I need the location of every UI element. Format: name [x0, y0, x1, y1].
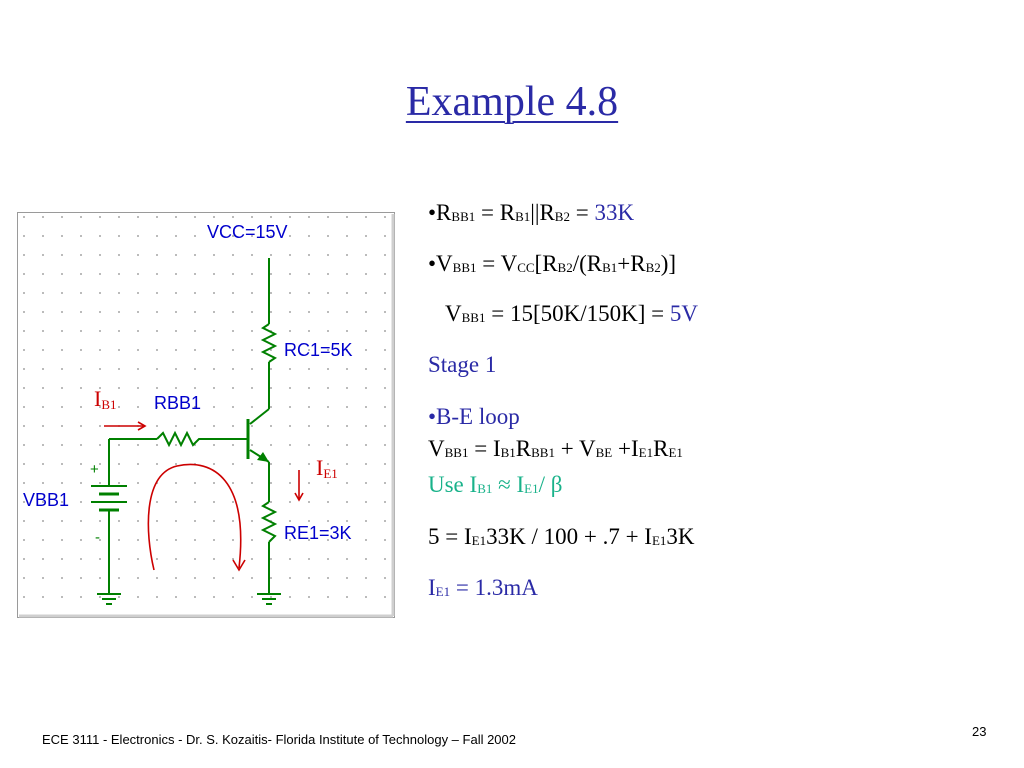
rbb1-equation: $•R_{BB1} = R_{B1}||R_{B2} = 33K$ [428, 200, 635, 225]
vbb1-label: VBB1 [23, 490, 70, 510]
rc1-label: RC1=5K [284, 340, 353, 360]
substituted-equation: $5 = I_{E1}33K / 100 + .7 + I_{E1}3K$ [428, 524, 695, 549]
plus-label: + [90, 461, 99, 478]
approximation-hint: Use $I_{B1} \approx I_{E1}/$ β [428, 472, 563, 497]
stage-heading: Stage 1 [428, 352, 497, 377]
rbb1-label: RBB1 [154, 393, 202, 413]
minus-label: - [95, 529, 100, 546]
re1-label: RE1=3K [284, 523, 352, 543]
kvl-equation: $V_{BB1} = I_{B1}R_{BB1} + V_{BE} +I_{E1}R_{E1}$ [428, 436, 683, 461]
result-equation: $I_{E1} = 1.3mA$ [428, 575, 538, 600]
ib1-label: $I_{B1}$ [94, 386, 117, 412]
vbb1-value: $V_{BB1} = 15[50K/150K] = 5V$ [445, 301, 698, 326]
ie1-label: $I_{E1}$ [316, 455, 338, 481]
be-loop-heading: •B-E loop [428, 404, 520, 429]
slide-title: Example 4.8 [405, 79, 619, 125]
slide-footer: ECE 3111 - Electronics - Dr. S. Kozaitis- Florida Institute of Technology – Fall 2002 [42, 732, 516, 747]
page-number: 23 [972, 724, 987, 739]
vcc-label: VCC=15V [207, 222, 288, 242]
circuit-diagram [17, 212, 395, 618]
vbb1-formula: $•V_{BB1} = V_{CC}[R_{B2}/(R_{B1}+R_{B2})]$ [428, 251, 677, 276]
